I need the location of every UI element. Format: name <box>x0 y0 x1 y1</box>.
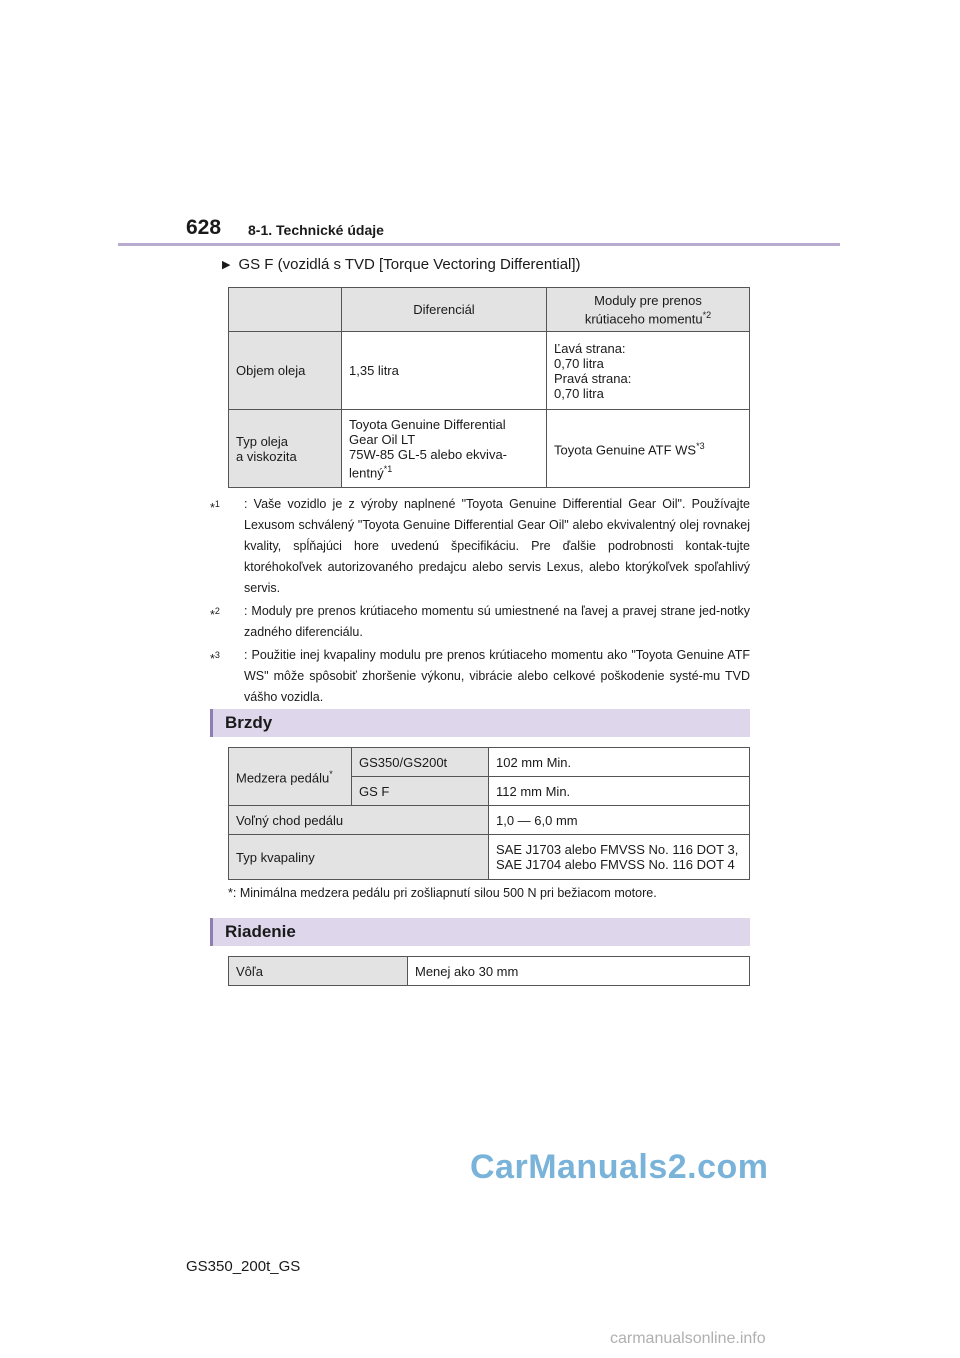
oil-volume-torque-modules: Ľavá strana: 0,70 litra Pravá strana: 0,70 litra <box>547 332 750 410</box>
pedal-gap-label: Medzera pedálu* <box>229 748 352 806</box>
footnotes <box>210 494 750 710</box>
free-play-label: Voľný chod pedálu <box>229 806 489 835</box>
footnote-3: *$^3$ : Použitie inej kvapaliny modulu pre prenos krútiaceho momentu ako "Toyota Genuine ATF WS" môže spôsobiť zhoršenie výkonu, vibrácie alebo celkové poškodenie systé-mu TVD vášho vozidla. <box>210 648 750 704</box>
steering-play-label: Vôľa <box>229 957 408 986</box>
footnote-1: *$^1$ : Vaše vozidlo je z výroby naplnené "Toyota Genuine Differential Gear Oil". Používajte Lexusom schválený "Toyota Genuine Differential Gear Oil" alebo ekvivalentný olej rovnakej kvality, spĺňajúci hore uvedenú špecifikáciu. Pre ďalšie podrobnosti kontak-tujte ktoréhokoľvek autorizovaného predajcu alebo servis Lexus, alebo ktorýkoľvek spoľahlivý servis. <box>210 497 750 595</box>
brakes-section-title: Brzdy <box>210 709 750 737</box>
oil-table-corner <box>229 288 342 332</box>
steering-play-value: Menej ako 30 mm <box>408 957 750 986</box>
free-play-value: 1,0 — 6,0 mm <box>489 806 750 835</box>
steering-section-title: Riadenie <box>210 918 750 946</box>
watermark-carmanuals2: CarManuals2.com <box>470 1148 769 1186</box>
fluid-type-value: SAE J1703 alebo FMVSS No. 116 DOT 3, SAE J1704 alebo FMVSS No. 116 DOT 4 <box>489 835 750 880</box>
pedal-gap-model-1: GS350/GS200t <box>352 748 489 777</box>
steering-table <box>228 956 750 986</box>
header-rule <box>118 243 840 246</box>
fluid-type-label: Typ kvapaliny <box>229 835 489 880</box>
document-id: GS350_200t_GS <box>186 1258 301 1275</box>
col-header-torque-modules: Moduly pre prenos krútiaceho momentu$^{*2}$ <box>547 288 750 332</box>
pedal-gap-value-1: 102 mm Min. <box>489 748 750 777</box>
section-title: 8-1. Technické údaje <box>248 222 384 238</box>
col-header-differential: Diferenciál <box>342 288 547 332</box>
footnote-2: *$^2$ : Moduly pre prenos krútiaceho momentu sú umiestnené na ľavej a pravej strane jed-notky zadného diferenciálu. <box>210 604 750 639</box>
brakes-footnote: *: Minimálna medzera pedálu pri zošliapnutí silou 500 N pri bežiacom motore. <box>228 886 657 900</box>
subheading <box>222 256 581 273</box>
row-label-oil-volume: Objem oleja <box>229 332 342 410</box>
oil-type-torque-modules: Toyota Genuine ATF WS$^{*3}$ <box>547 410 750 488</box>
brakes-table <box>228 747 750 880</box>
oil-volume-differential: 1,35 litra <box>342 332 547 410</box>
page-number: 628 <box>186 216 222 239</box>
pedal-gap-value-2: 112 mm Min. <box>489 777 750 806</box>
oil-table <box>228 287 750 488</box>
subheading-text: GS F (vozidlá s TVD [Torque Vectoring Differential]) <box>238 256 581 273</box>
pedal-gap-model-2: GS F <box>352 777 489 806</box>
watermark-carmanualsonline: carmanualsonline.info <box>610 1330 766 1347</box>
row-label-oil-type: Typ oleja a viskozita <box>229 410 342 488</box>
triangle-bullet-icon: ▶ <box>222 259 231 271</box>
oil-type-differential: Toyota Genuine Differential Gear Oil LT 75W-85 GL-5 alebo ekviva- lentný$^{*1}$ <box>342 410 547 488</box>
